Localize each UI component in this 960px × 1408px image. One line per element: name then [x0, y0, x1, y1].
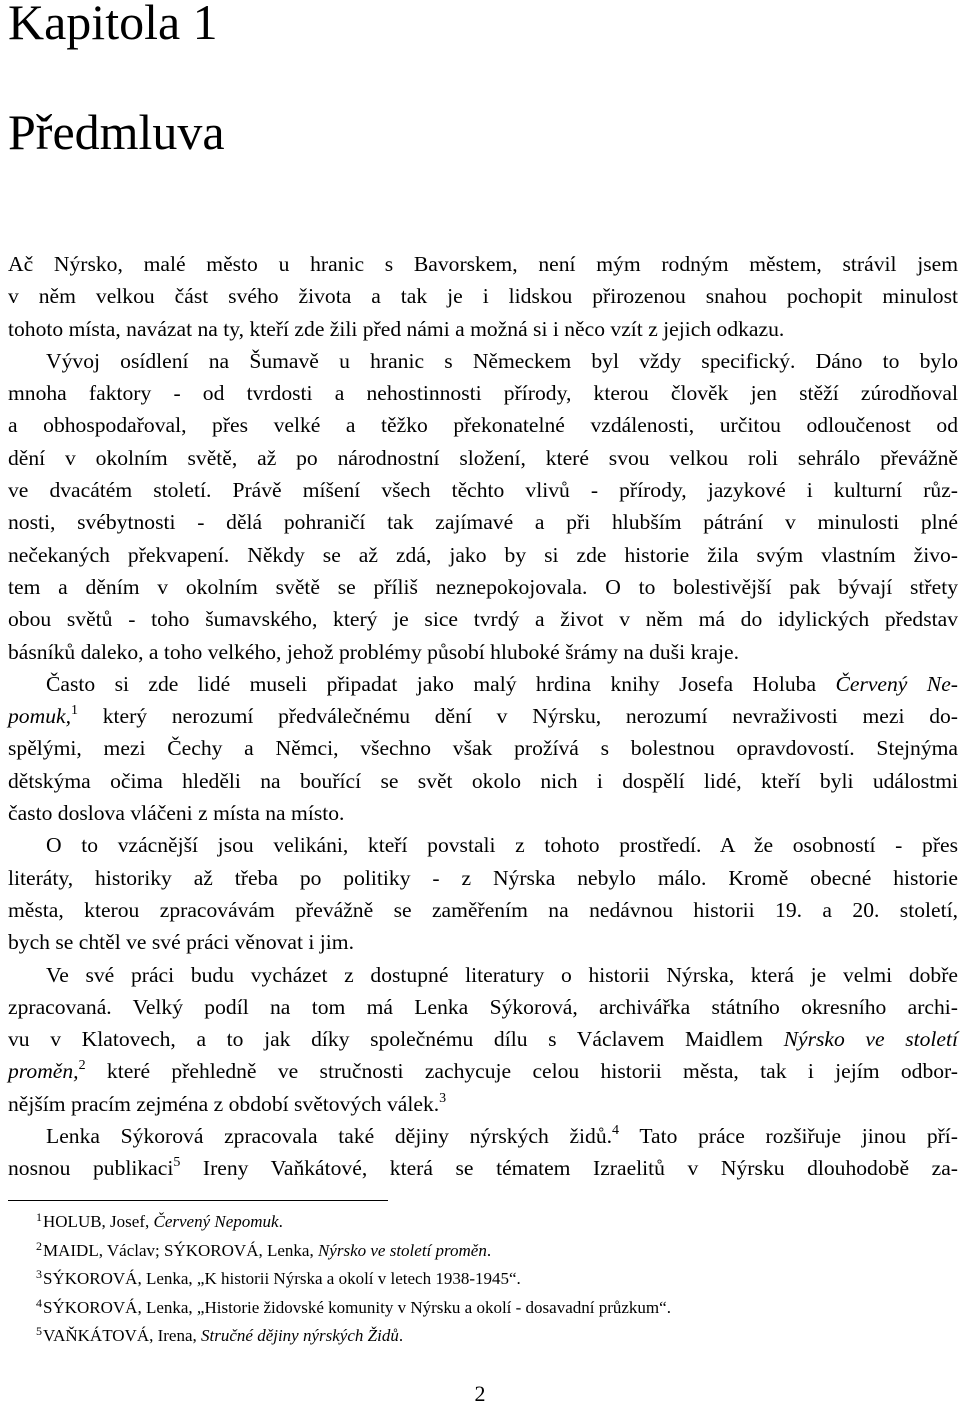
text-run: Tato práce rozšiřuje jinou pří-	[639, 1124, 958, 1149]
footnote	[36, 1322, 671, 1351]
text-line	[8, 1055, 958, 1087]
footnote-number: 2	[36, 1238, 42, 1253]
footnote-text: HOLUB, Josef,	[43, 1212, 150, 1231]
text-line: města, kterou zpracovávám převážně se zaměřením na nedávnou historii 19. a 20. století,	[8, 897, 958, 922]
footnote	[36, 1237, 671, 1266]
text-line: dění v okolním světě, až po národnostní složení, které svou velkou roli sehrálo převážně	[8, 445, 958, 470]
text-line: dětskýma očima hleděli na bouřící se svět okolo nich i dospělí lidé, kteří byli událostmi	[8, 768, 958, 793]
footnote-ref[interactable]: 3	[439, 1090, 447, 1106]
text-line	[8, 1120, 958, 1152]
text-line: Ve své práci budu vycházet z dostupné literatury o historii Nýrska, která je velmi dobře	[46, 962, 958, 987]
footnote-title: Stručné dějiny nýrských Židů	[201, 1326, 399, 1345]
text-line	[8, 668, 958, 700]
footnote-number: 1	[36, 1210, 42, 1224]
footnote	[36, 1208, 671, 1237]
page-number: 2	[474, 1381, 486, 1406]
text-line: literáty, historiky až třeba po politiky - z Nýrska nebylo málo. Kromě obecné historie	[8, 865, 958, 890]
text-line: nosti, svébytnosti - dělá pohraničí tak zajímavé a při hlubším pátrání v minulosti plné	[8, 510, 958, 535]
text-line: mnoha faktory - od tvrdosti a nehostinnosti přírody, kterou člověk jen stěží zúrodňoval	[8, 381, 958, 406]
book-title: Nýrsko ve století	[783, 1027, 958, 1052]
book-title: Červený Ne-	[835, 671, 958, 696]
footnotes	[36, 1208, 671, 1351]
footnote-number: 5	[36, 1324, 42, 1338]
footnote-number: 3	[36, 1267, 42, 1281]
text-run: nosnou publikaci	[8, 1156, 174, 1181]
text-line: bych se chtěl ve své práci věnovat i jim.	[8, 930, 354, 955]
footnote-number: 4	[36, 1295, 42, 1310]
text-line: obou světů - toho šumavského, který je sice tvrdý a život v něm má do idylických představ	[8, 607, 958, 632]
text-run: který nerozumí předválečnému dění v Nýrsku, nerozumí nevraživosti mezi do-	[102, 704, 958, 729]
text-run: Lenka Sýkorová zpracovala také dějiny nýrských židů.	[46, 1124, 613, 1149]
footnote-text: SÝKOROVÁ, Lenka, „Historie židovské komunity v Nýrsku a okolí - dosavadní průzkum“.	[43, 1297, 671, 1317]
book-title: pomuk,	[8, 704, 71, 729]
section-title: Předmluva	[8, 104, 225, 160]
footnote-divider	[8, 1200, 388, 1201]
text-line: v něm velkou část svého života a tak je i lidskou přirozenou snahou pochopit minulost	[8, 284, 958, 309]
footnote-tail: .	[278, 1212, 283, 1231]
text-run: které přehledně ve stručnosti zachycuje celou historii města, tak i jejím odbor-	[106, 1059, 958, 1084]
footnote	[36, 1265, 671, 1294]
text-line: básníků daleko, a toho velkého, jehož problémy působí hluboké šrámy na duši kraje.	[8, 639, 740, 664]
footnote-ref[interactable]: 5	[173, 1155, 181, 1171]
text-line	[8, 1023, 958, 1055]
text-line: tohoto místa, navázat na ty, kteří zde žili před námi a možná si i něco vzít z jejich odkazu.	[8, 316, 785, 341]
text-run: Často si zde lidé museli připadat jako malý hrdina knihy Josefa Holuba	[46, 671, 817, 696]
footnote-tail: .	[486, 1240, 492, 1260]
footnote-ref[interactable]: 4	[612, 1123, 620, 1139]
text-line: často doslova vláčeni z místa na místo.	[8, 801, 345, 826]
book-title: proměn,	[8, 1059, 79, 1084]
footnote-text: SÝKOROVÁ, Lenka, „K historii Nýrska a okolí v letech 1938-1945“.	[43, 1269, 521, 1288]
text-line: Vývoj osídlení na Šumavě u hranic s Německem byl vždy specifický. Dáno to bylo	[46, 348, 958, 373]
text-line: O to vzácnější jsou velikáni, kteří povstali z tohoto prostředí. A že osobností - přes	[46, 833, 958, 858]
footnote-text: VAŇKÁTOVÁ, Irena,	[43, 1326, 197, 1345]
text-line: tem a děním v okolním světě se příliš neznepokojovala. O to bolestivější pak bývají střety	[8, 574, 958, 599]
text-run: Ireny Vaňkátové, která se tématem Izraelitů v Nýrsku dlouhodobě za-	[202, 1156, 958, 1181]
footnote-ref[interactable]: 2	[78, 1058, 86, 1074]
text-line: a obhospodařoval, přes velké a těžko překonatelné vzdálenosti, určitou odloučenost od	[8, 413, 958, 438]
text-line	[8, 1152, 958, 1184]
text-run: nějším pracím zejména z období světových válek.	[8, 1091, 440, 1116]
text-line: zpracovaná. Velký podíl na tom má Lenka Sýkorová, archivářka státního okresního archi-	[8, 994, 958, 1019]
footnote-title: Červený Nepomuk	[153, 1212, 279, 1231]
body-text	[8, 248, 958, 1185]
text-line: Ač Nýrsko, malé město u hranic s Bavorskem, není mým rodným městem, strávil jsem	[8, 252, 958, 276]
text-line: spělými, mezi Čechy a Němci, všechno však prožívá s bolestnou opravdovostí. Stejnýma	[8, 736, 958, 761]
text-run: vu v Klatovech, a to jak díky společnému dílu s Václavem Maidlem	[8, 1027, 763, 1052]
text-line	[8, 700, 958, 732]
footnote-ref[interactable]: 1	[70, 703, 78, 719]
footnote-tail: .	[398, 1326, 404, 1345]
footnote-title: Nýrsko ve století proměn	[317, 1240, 487, 1260]
text-line	[8, 1088, 958, 1120]
footnote	[36, 1294, 671, 1323]
text-line: ve dvacátém století. Právě míšení všech těchto vlivů - přírody, jazykové i kulturní růz-	[8, 478, 958, 503]
chapter-heading: Kapitola 1	[8, 0, 218, 50]
text-line: nečekaných překvapení. Někdy se až zdá, jako by si zde historie žila svým vlastním živo-	[8, 542, 958, 567]
footnote-text: MAIDL, Václav; SÝKOROVÁ, Lenka,	[43, 1240, 314, 1260]
